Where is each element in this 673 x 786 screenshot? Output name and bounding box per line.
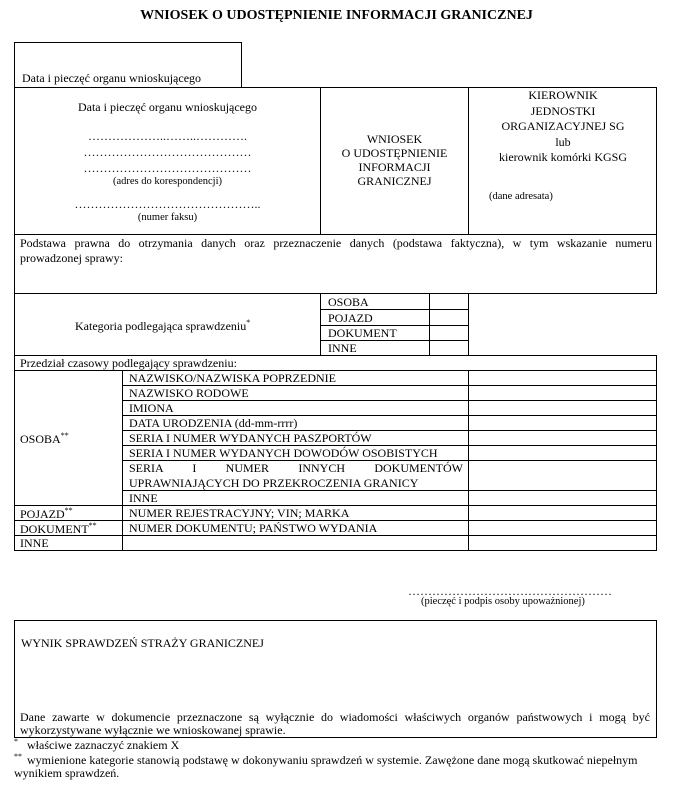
page-title: WNIOSEK O UDOSTĘPNIENIE INFORMACJI GRANICZNEJ: [140, 8, 533, 23]
value-birth-date[interactable]: [469, 416, 656, 430]
form-name-line-4: GRANICZNEJ: [357, 174, 432, 188]
applicant-stamp-label: Data i pieczęć organu wnioskującego: [22, 71, 202, 85]
category-osoba: OSOBA: [328, 295, 369, 309]
row-birth-date: DATA URODZENIA (dd-mm-rrrr): [129, 416, 298, 430]
row-other-documents-line-1: SERIA I NUMER INNYCH DOKUMENTÓW: [129, 461, 463, 475]
addressee-line-3: ORGANIZACYJNEJ SG: [501, 119, 625, 133]
address-dots-3[interactable]: ……………………………………: [83, 161, 252, 175]
result-note-line-2: wykorzystywane wyłącznie we wnioskowanej sprawie.: [20, 723, 286, 737]
addressee-line-1: KIEROWNIK: [528, 88, 598, 102]
row-registration: NUMER REJESTRACYJNY; VIN; MARKA: [129, 506, 350, 520]
value-family-name[interactable]: [469, 386, 656, 400]
legal-basis-line-2: prowadzonej sprawy:: [20, 251, 123, 265]
footnote-1: * właściwe zaznaczyć znakiem X: [14, 737, 180, 752]
row-first-names: IMIONA: [129, 401, 174, 415]
value-registration[interactable]: [469, 506, 656, 520]
row-id-cards: SERIA I NUMER WYDANYCH DOWODÓW OSOBISTYCH: [129, 446, 438, 460]
group-pojazd-label: POJAZD**: [20, 506, 73, 521]
group-inne-label: INNE: [20, 536, 49, 550]
category-inne-checkbox[interactable]: [430, 341, 468, 355]
address-note: (adres do korespondencji): [112, 176, 223, 187]
form-name-line-1: WNIOSEK: [366, 132, 423, 146]
row-family-name: NAZWISKO RODOWE: [129, 386, 249, 400]
header-right: [469, 88, 657, 166]
footnote-2-continued: wynikiem sprawdzeń.: [14, 766, 120, 780]
form-name-line-3: INFORMACJI: [358, 160, 431, 174]
value-id-cards[interactable]: [469, 446, 656, 460]
category-inne: INNE: [328, 341, 357, 355]
result-title: WYNIK SPRAWDZEŃ STRAŻY GRANICZNEJ: [21, 636, 264, 650]
value-first-names[interactable]: [469, 401, 656, 415]
value-other[interactable]: [469, 491, 656, 505]
fax-dots[interactable]: ………………………………………..: [74, 197, 261, 211]
addressee-line-5: kierownik komórki KGSG: [499, 150, 627, 164]
address-dots-2[interactable]: ……………………………………: [83, 145, 252, 159]
category-dokument-checkbox[interactable]: [430, 326, 468, 340]
category-osoba-checkbox[interactable]: [430, 294, 468, 309]
group-osoba-label: OSOBA**: [20, 431, 69, 446]
applicant-label: Data i pieczęć organu wnioskującego: [77, 100, 258, 114]
footnote-2: ** wymienione kategorie stanowią podstawę w dokonywaniu sprawdzeń w systemie. Zawężone dane mogą skutkować niepełnym: [14, 752, 638, 767]
category-label: Kategoria podlegająca sprawdzeniu*: [75, 318, 251, 333]
row-other-documents-line-2: UPRAWNIAJĄCYCH DO PRZEKROCZENIA GRANICY: [129, 476, 419, 490]
header-middle: [321, 132, 468, 188]
legal-basis-line-1: Podstawa prawna do otrzymania danych oraz przeznaczenie danych (podstawa faktyczna), w tym wskazanie numeru: [20, 236, 652, 250]
time-range-label: Przedział czasowy podlegający sprawdzeniu:: [20, 356, 237, 370]
row-passports: SERIA I NUMER WYDANYCH PASZPORTÓW: [129, 431, 372, 445]
category-dokument: DOKUMENT: [328, 326, 397, 340]
result-note-line-1: Dane zawarte w dokumencie przeznaczone są wyłącznie do wiadomości właściwych organów państwowych i mogą być: [20, 710, 650, 724]
group-dokument-label: DOKUMENT**: [20, 521, 97, 536]
row-other: INNE: [129, 491, 158, 505]
category-pojazd: POJAZD: [328, 311, 373, 325]
address-dots-1[interactable]: ………………..……..………….: [88, 129, 247, 143]
addressee-note: (dane adresata): [489, 191, 553, 202]
value-inne[interactable]: [123, 536, 656, 550]
signature-note: (pieczęć i podpis osoby upoważnionej): [421, 596, 585, 607]
value-passports[interactable]: [469, 431, 656, 445]
row-previous-surnames: NAZWISKO/NAZWISKA POPRZEDNIE: [129, 371, 336, 385]
value-other-documents[interactable]: [469, 461, 656, 490]
fax-note: (numer faksu): [137, 212, 198, 223]
addressee-line-4: lub: [555, 134, 571, 149]
row-document-number: NUMER DOKUMENTU; PAŃSTWO WYDANIA: [129, 521, 378, 535]
value-document-number[interactable]: [469, 521, 656, 535]
addressee-line-2: JEDNOSTKI: [530, 103, 596, 118]
category-pojazd-checkbox[interactable]: [430, 310, 468, 325]
signature-dots[interactable]: ……………………………………………: [408, 584, 612, 598]
header-left: [15, 100, 320, 223]
value-previous-surnames[interactable]: [469, 371, 656, 385]
form-name-line-2: O UDOSTĘPNIENIE: [341, 146, 448, 160]
